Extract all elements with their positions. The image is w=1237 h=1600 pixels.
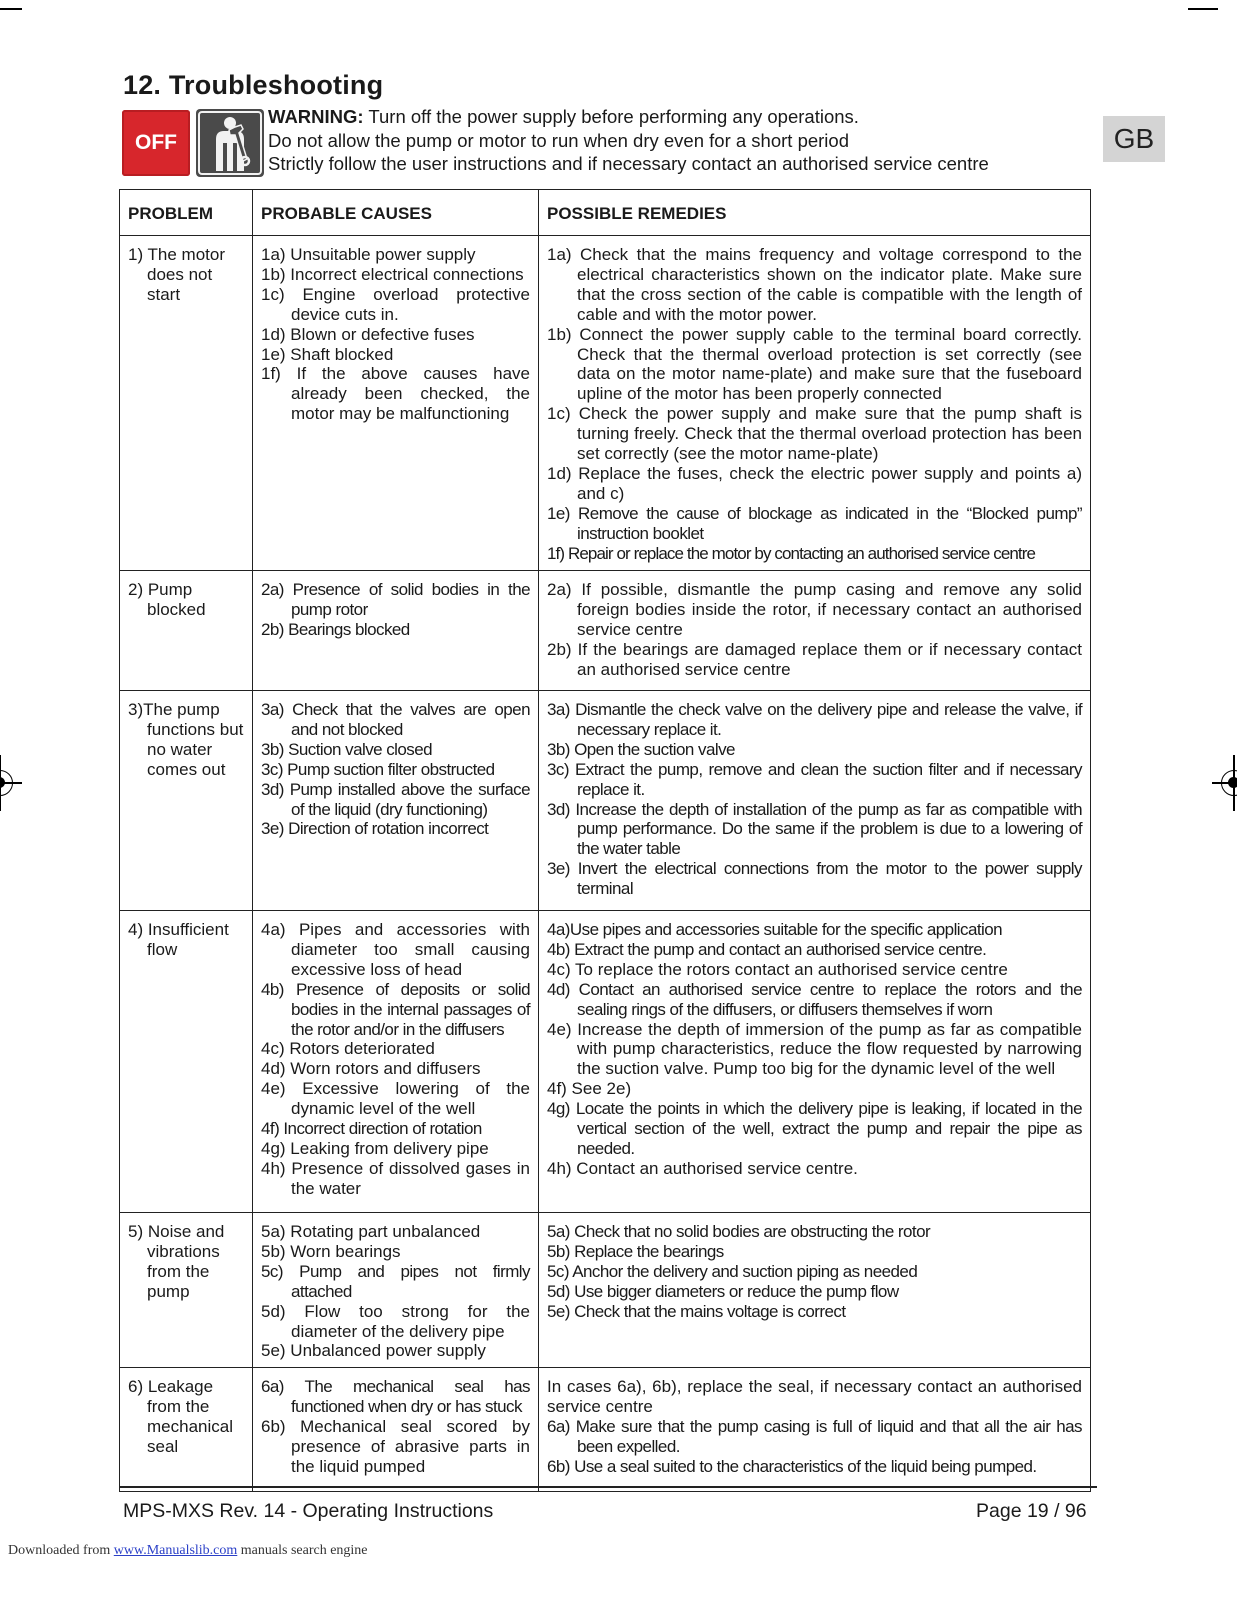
problem-text: 1) The motor does not start <box>128 245 226 304</box>
warning-notice <box>268 105 1088 176</box>
remedy-item: 1c) Check the power supply and make sure that the pump shaft is turning freely. Check that the thermal overload protection has been set correctly (see the motor name-plate) <box>547 404 1082 464</box>
cause-item: 5d) Flow too strong for the diameter of the delivery pipe <box>261 1301 530 1341</box>
problem-cell <box>120 1213 253 1368</box>
crop-mark-top-left <box>0 8 22 10</box>
remedy-item: 5c) Anchor the delivery and suction piping as needed <box>547 1261 918 1281</box>
causes-cell <box>253 911 539 1213</box>
cause-item: 1e) Shaft blocked <box>261 344 394 364</box>
cause-item: 3c) Pump suction filter obstructed <box>261 759 495 779</box>
problem-cell <box>120 691 253 911</box>
table-header-row <box>120 190 1091 236</box>
cause-item: 4a) Pipes and accessories with diameter too small causing excessive loss of head <box>261 920 530 979</box>
remedies-cell <box>539 691 1091 911</box>
table-row <box>120 571 1091 691</box>
problem-cell <box>120 571 253 691</box>
warning-lead: WARNING: <box>268 106 364 127</box>
cause-item: 4h) Presence of dissolved gases in the water <box>261 1158 530 1198</box>
remedy-item: 1e) Remove the cause of blockage as indicated in the “Blocked pump” instruction booklet <box>547 503 1082 543</box>
troubleshooting-table <box>119 189 1090 1492</box>
remedy-item: 4h) Contact an authorised service centre. <box>547 1158 858 1178</box>
table-row <box>120 911 1091 1213</box>
manualslib-link[interactable]: www.Manualslib.com <box>113 1543 238 1558</box>
cause-item: 1f) If the above causes have already been checked, the motor may be malfunctioning <box>261 364 530 424</box>
remedy-item: 6a) Make sure that the pump casing is full of liquid and that all the air has been expelled. <box>547 1417 1082 1457</box>
remedy-item: 4d) Contact an authorised service centre to replace the rotors and the sealing rings of the diffusers, or diffusers themselves if worn <box>547 979 1082 1019</box>
causes-cell <box>253 1213 539 1368</box>
cause-item: 5e) Unbalanced power supply <box>261 1341 486 1361</box>
cause-item: 3e) Direction of rotation incorrect <box>261 819 489 839</box>
table-body <box>120 236 1091 1492</box>
cause-item: 2a) Presence of solid bodies in the pump rotor <box>261 580 530 619</box>
cause-item: 6b) Mechanical seal scored by presence of abrasive parts in the liquid pumped <box>261 1417 530 1476</box>
cause-item: 1b) Incorrect electrical connections <box>261 264 524 284</box>
table-row <box>120 1368 1091 1492</box>
remedy-item: 1d) Replace the fuses, check the electric power supply and points a) and c) <box>547 463 1082 503</box>
problem-text: 6) Leakage from the mechanical seal <box>128 1377 233 1457</box>
causes-cell <box>253 691 539 911</box>
cause-item: 3b) Suction valve closed <box>261 739 433 759</box>
power-off-label: OFF <box>135 131 177 154</box>
registration-mark-right-icon <box>1221 770 1237 796</box>
cause-item: 5b) Worn bearings <box>261 1241 401 1261</box>
table-row <box>120 691 1091 911</box>
crop-mark-top-right <box>1188 8 1218 10</box>
problem-text: 4) Insufficient flow <box>128 920 229 959</box>
remedies-cell <box>539 1368 1091 1492</box>
header-problem: PROBLEM <box>120 190 253 236</box>
footer-divider <box>119 1486 1097 1488</box>
warning-line-1: Turn off the power supply before performing any operations. <box>363 106 859 127</box>
causes-cell <box>253 236 539 571</box>
cause-item: 1d) Blown or defective fuses <box>261 324 475 344</box>
remedy-item: 3b) Open the suction valve <box>547 739 735 759</box>
cause-item: 3a) Check that the valves are open and not blocked <box>261 700 530 739</box>
remedy-item: 4g) Locate the points in which the delivery pipe is leaking, if located in the vertical section of the well, extract the pump and repair the pipe as needed. <box>547 1099 1082 1158</box>
remedy-item: 5a) Check that no solid bodies are obstructing the rotor <box>547 1222 931 1241</box>
remedy-item: 1a) Check that the mains frequency and voltage correspond to the electrical characteristics shown on the indicator plate. Make sure that the cross section of the cable is compatible with the length of cable and with the motor power. <box>547 245 1082 324</box>
page-title: 12. Troubleshooting <box>123 70 384 100</box>
problem-cell <box>120 236 253 571</box>
header-causes: PROBABLE CAUSES <box>253 190 539 236</box>
warning-line-3: Strictly follow the user instructions and if necessary contact an authorised service centre <box>268 153 989 174</box>
remedies-cell <box>539 1213 1091 1368</box>
problem-cell <box>120 911 253 1213</box>
cause-item: 4c) Rotors deteriorated <box>261 1039 435 1059</box>
header-remedies: POSSIBLE REMEDIES <box>539 190 1091 236</box>
remedy-item: 1b) Connect the power supply cable to the terminal board correctly. Check that the thermal overload protection is set correctly (see data on the motor name-plate) and make sure that the fuseboard upline of the motor has been properly connected <box>547 324 1082 404</box>
cause-item: 5a) Rotating part unbalanced <box>261 1222 481 1241</box>
causes-cell <box>253 1368 539 1492</box>
remedy-item: 3e) Invert the electrical connections from the motor to the power supply terminal <box>547 859 1082 899</box>
causes-cell <box>253 571 539 691</box>
cause-item: 4d) Worn rotors and diffusers <box>261 1059 481 1079</box>
technician-wrench-icon <box>196 109 264 177</box>
cause-item: 3d) Pump installed above the surface of the liquid (dry functioning) <box>261 779 530 819</box>
power-off-icon <box>122 110 190 176</box>
remedy-item: 3c) Extract the pump, remove and clean the suction filter and if necessary replace it. <box>547 759 1082 799</box>
remedies-cell <box>539 571 1091 691</box>
problem-text: 2) Pump blocked <box>128 580 206 619</box>
cause-item: 4e) Excessive lowering of the dynamic level of the well <box>261 1079 530 1119</box>
cause-item: 2b) Bearings blocked <box>261 619 410 639</box>
table-row <box>120 1213 1091 1368</box>
registration-mark-left-icon <box>0 770 13 796</box>
remedy-item: 4b) Extract the pump and contact an authorised service centre. <box>547 939 987 959</box>
remedy-intro: In cases 6a), 6b), replace the seal, if necessary contact an authorised service centre <box>547 1377 1082 1417</box>
language-badge: GB <box>1103 116 1165 162</box>
download-suffix: manuals search engine <box>237 1543 368 1558</box>
remedy-item: 4a)Use pipes and accessories suitable for the specific application <box>547 920 1003 939</box>
download-prefix: Downloaded from <box>8 1543 114 1558</box>
cause-item: 1c) Engine overload protective device cuts in. <box>261 284 530 324</box>
footer-page-number: Page 19 / 96 <box>976 1500 1087 1522</box>
remedy-item: 2a) If possible, dismantle the pump casing and remove any solid foreign bodies inside the rotor, if necessary contact an authorised service centre <box>547 580 1082 639</box>
remedy-item: 5b) Replace the bearings <box>547 1241 724 1261</box>
remedy-item: 4c) To replace the rotors contact an authorised service centre <box>547 959 1008 979</box>
remedies-cell <box>539 236 1091 571</box>
remedy-item: 4e) Increase the depth of immersion of the pump as far as compatible with pump characteristics, reduce the flow requested by narrowing the suction valve. Pump too big for the dynamic level of the well <box>547 1019 1082 1079</box>
download-notice <box>8 1543 368 1559</box>
cause-item: 4g) Leaking from delivery pipe <box>261 1138 489 1158</box>
table-row <box>120 236 1091 571</box>
remedy-item: 5d) Use bigger diameters or reduce the pump flow <box>547 1281 899 1301</box>
remedy-item: 2b) If the bearings are damaged replace them or if necessary contact an authorised service centre <box>547 639 1082 679</box>
warning-line-2: Do not allow the pump or motor to run when dry even for a short period <box>268 129 849 151</box>
problem-text: 3)The pump functions but no water comes out <box>128 700 244 779</box>
cause-item: 6a) The mechanical seal has functioned when dry or has stuck <box>261 1377 530 1417</box>
remedies-cell <box>539 911 1091 1213</box>
remedy-item: 5e) Check that the mains voltage is correct <box>547 1301 846 1321</box>
footer-document-title: MPS-MXS Rev. 14 - Operating Instructions <box>123 1500 494 1522</box>
cause-item: 4b) Presence of deposits or solid bodies in the internal passages of the rotor and/or in the diffusers <box>261 979 530 1039</box>
cause-item: 5c) Pump and pipes not firmly attached <box>261 1261 530 1301</box>
remedy-item: 3a) Dismantle the check valve on the delivery pipe and release the valve, if necessary replace it. <box>547 700 1082 739</box>
remedy-item: 1f) Repair or replace the motor by contacting an authorised service centre <box>547 543 1036 563</box>
remedy-item: 6b) Use a seal suited to the characteristics of the liquid being pumped. <box>547 1456 1037 1476</box>
remedy-item: 4f) See 2e) <box>547 1079 632 1099</box>
cause-item: 4f) Incorrect direction of rotation <box>261 1119 482 1139</box>
remedy-item: 3d) Increase the depth of installation of the pump as far as compatible with pump performance. Do the same if the problem is due to a lowering of the water table <box>547 799 1082 859</box>
cause-item: 1a) Unsuitable power supply <box>261 245 476 264</box>
problem-text: 5) Noise and vibrations from the pump <box>128 1222 225 1301</box>
problem-cell <box>120 1368 253 1492</box>
